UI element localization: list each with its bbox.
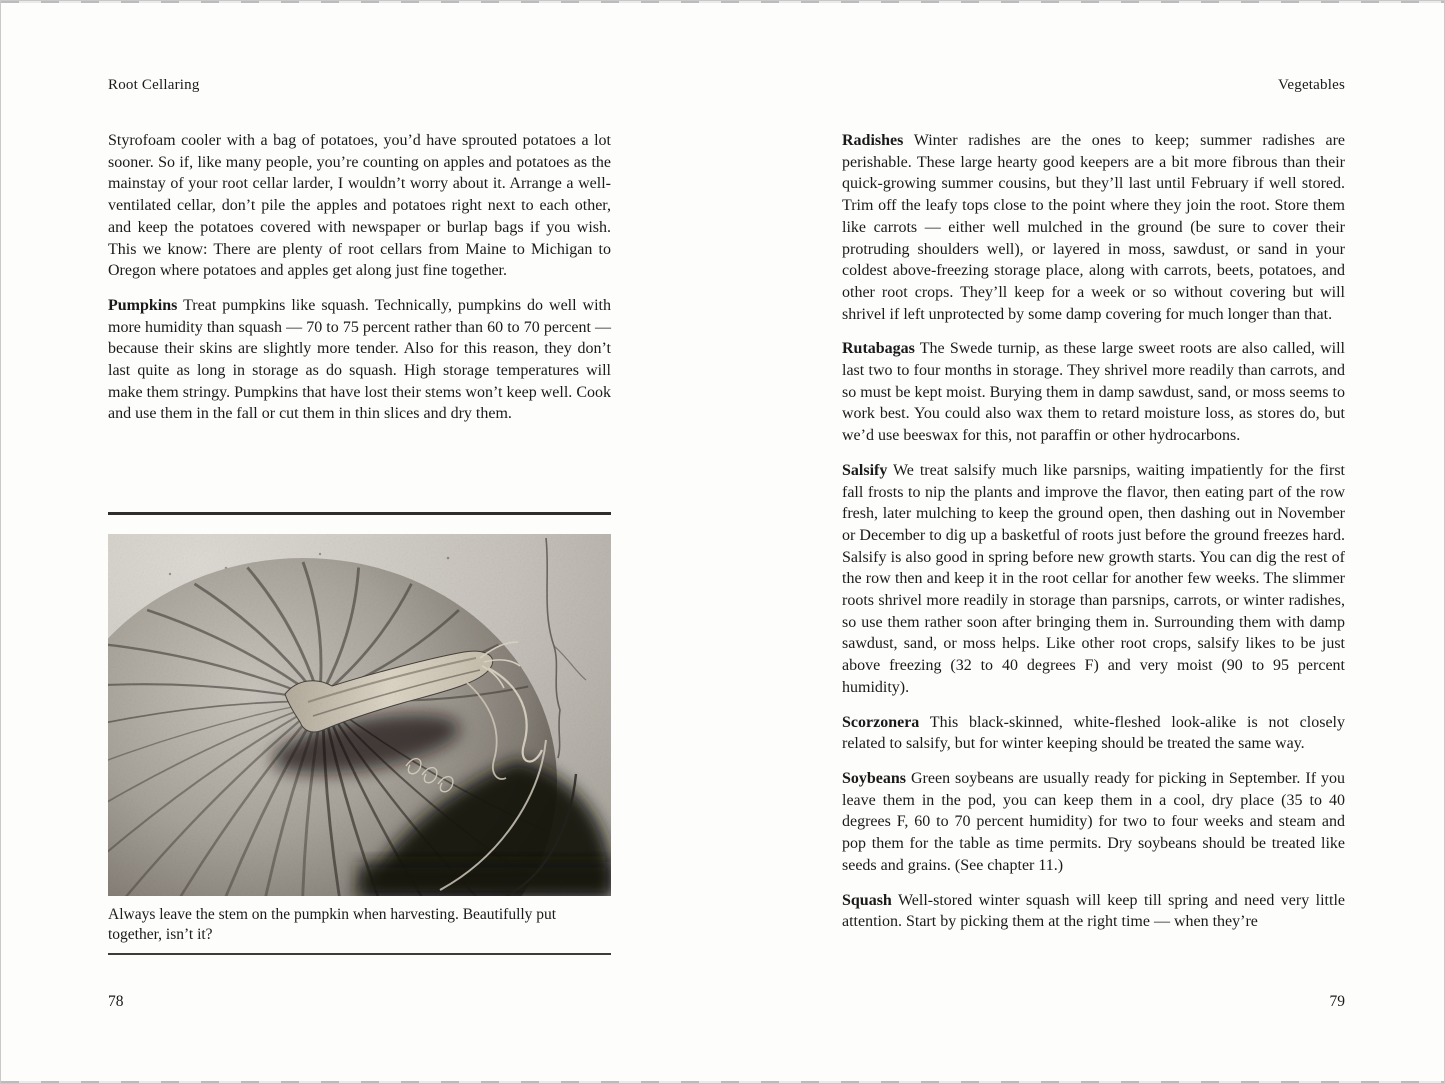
running-header-right: Vegetables [1278,77,1345,93]
page-number-left: 78 [108,993,124,1010]
paragraph-intro [108,130,611,282]
photo-caption: Always leave the stem on the pumpkin when harvesting. Beautifully put together, isn’t it? [108,906,557,943]
entry-term-soybeans: Soybeans [842,769,907,787]
paragraph-pumpkins [108,295,611,425]
entry-text-radishes: Winter radishes are the ones to keep; summer radishes are perishable. These large hearty good keepers are a bit more fibrous than their quick-growing summer cousins, but they’ll last until February if well stored. Trim off the leafy tops close to the point where they join the root. Store them like carrots — either well mulched in the ground (be sure to cover their protruding shoulders well), or layered in moss, sawdust, or sand in your coldest above-freezing storage place, along with carrots, beets, potatoes, and other root crops. They’ll keep for a week or so without covering but will shrivel if left unprotected by some damp covering for much longer than that. [842,132,1345,323]
entry-soybeans [842,768,1345,877]
entry-text-soybeans: Green soybeans are usually ready for picking in September. If you leave them in the pod, you can keep them in a cool, dry place (35 to 40 degrees F, 60 to 70 percent humidity) for two to four weeks and steam and pop them for the table as time permits. Dry soybeans should be treated like seeds and grains. (See chapter 11.) [842,769,1345,874]
pumpkin-photo-illustration [108,534,611,896]
entry-text-squash: Well-stored winter squash will keep till spring and need very little attention. Start by picking them at the right time — when they’re [842,891,1345,931]
entry-radishes [842,130,1345,325]
right-page-body [842,130,1345,933]
right-page [842,1,1345,1083]
entry-text-scorzonera: This black-skinned, white-fleshed look-alike is not closely related to salsify, but for winter keeping should be treated the same way. [842,713,1345,753]
entry-term-salsify: Salsify [842,461,888,479]
entry-term-radishes: Radishes [842,132,904,149]
pumpkin-photo [108,534,611,896]
entry-scorzonera [842,712,1345,755]
figure-rule-bottom [108,953,611,955]
entry-text-rutabagas: The Swede turnip, as these large sweet roots are also called, will last two to four months in storage. They shrivel more readily than carrots, and so must be kept moist. Burying them in damp sawdust, sand, or moss seems to work best. You could also wax them to retard moisture loss, as stores do, but we’d use beeswax for this, not paraffin or other hydrocarbons. [842,340,1345,445]
figure-rule-top [108,512,611,515]
paragraph-intro-text: Styrofoam cooler with a bag of potatoes, you’d have sprouted potatoes a lot sooner. So if, like many people, you’re counting on apples and potatoes as the mainstay of your root cellar larder, I wouldn’t worry about it. Arrange a well-ventilated cellar, don’t pile the apples and potatoes right next to each other, and keep the potatoes covered with newspaper or burlap bags if you wish. This we know: There are plenty of root cellars from Maine to Michigan to Oregon where potatoes and apples get along just fine together. [108,132,611,280]
entry-term-rutabagas: Rutabagas [842,340,915,358]
entry-text-salsify: We treat salsify much like parsnips, waiting impatiently for the first fall frosts to nip the plants and improve the flavor, then eating part of the row fresh, later mulching to keep the ground open, then dashing out in November or December to dig up a basketful of roots just before the ground freezes hard. Salsify is also good in spring before new growth starts. You can dig the rest of the row then and keep it in the root cellar for another few weeks. The slimmer roots shrivel more readily in storage than parsnips, carrots, or winter radishes, so use them rather soon after bringing them in. Surrounding them with damp sawdust, sand, or moss helps. Like other root crops, salsify likes to be just above freezing (32 to 40 degrees F) and very moist (90 to 95 percent humidity). [842,461,1345,696]
left-page [108,1,611,1083]
entry-term-squash: Squash [842,891,892,909]
entry-term-pumpkins: Pumpkins [108,296,178,314]
entry-rutabagas [842,338,1345,447]
running-header-left: Root Cellaring [108,77,200,93]
left-page-body [108,130,611,425]
page-number-right: 79 [1329,993,1345,1010]
entry-squash [842,890,1345,933]
entry-salsify [842,460,1345,699]
entry-term-scorzonera: Scorzonera [842,713,920,731]
entry-text-pumpkins: Treat pumpkins like squash. Technically, pumpkins do well with more humidity than squash — 70 to 75 percent rather than 60 to 70 percent — because their skins are slightly more tender. Also for this reason, they don’t last quite as long in storage as do squash. High storage temperatures will make them stringy. Pumpkins that have lost their stems won’t keep well. Cook and use them in the fall or cut them in thin slices and dry them. [108,296,611,423]
